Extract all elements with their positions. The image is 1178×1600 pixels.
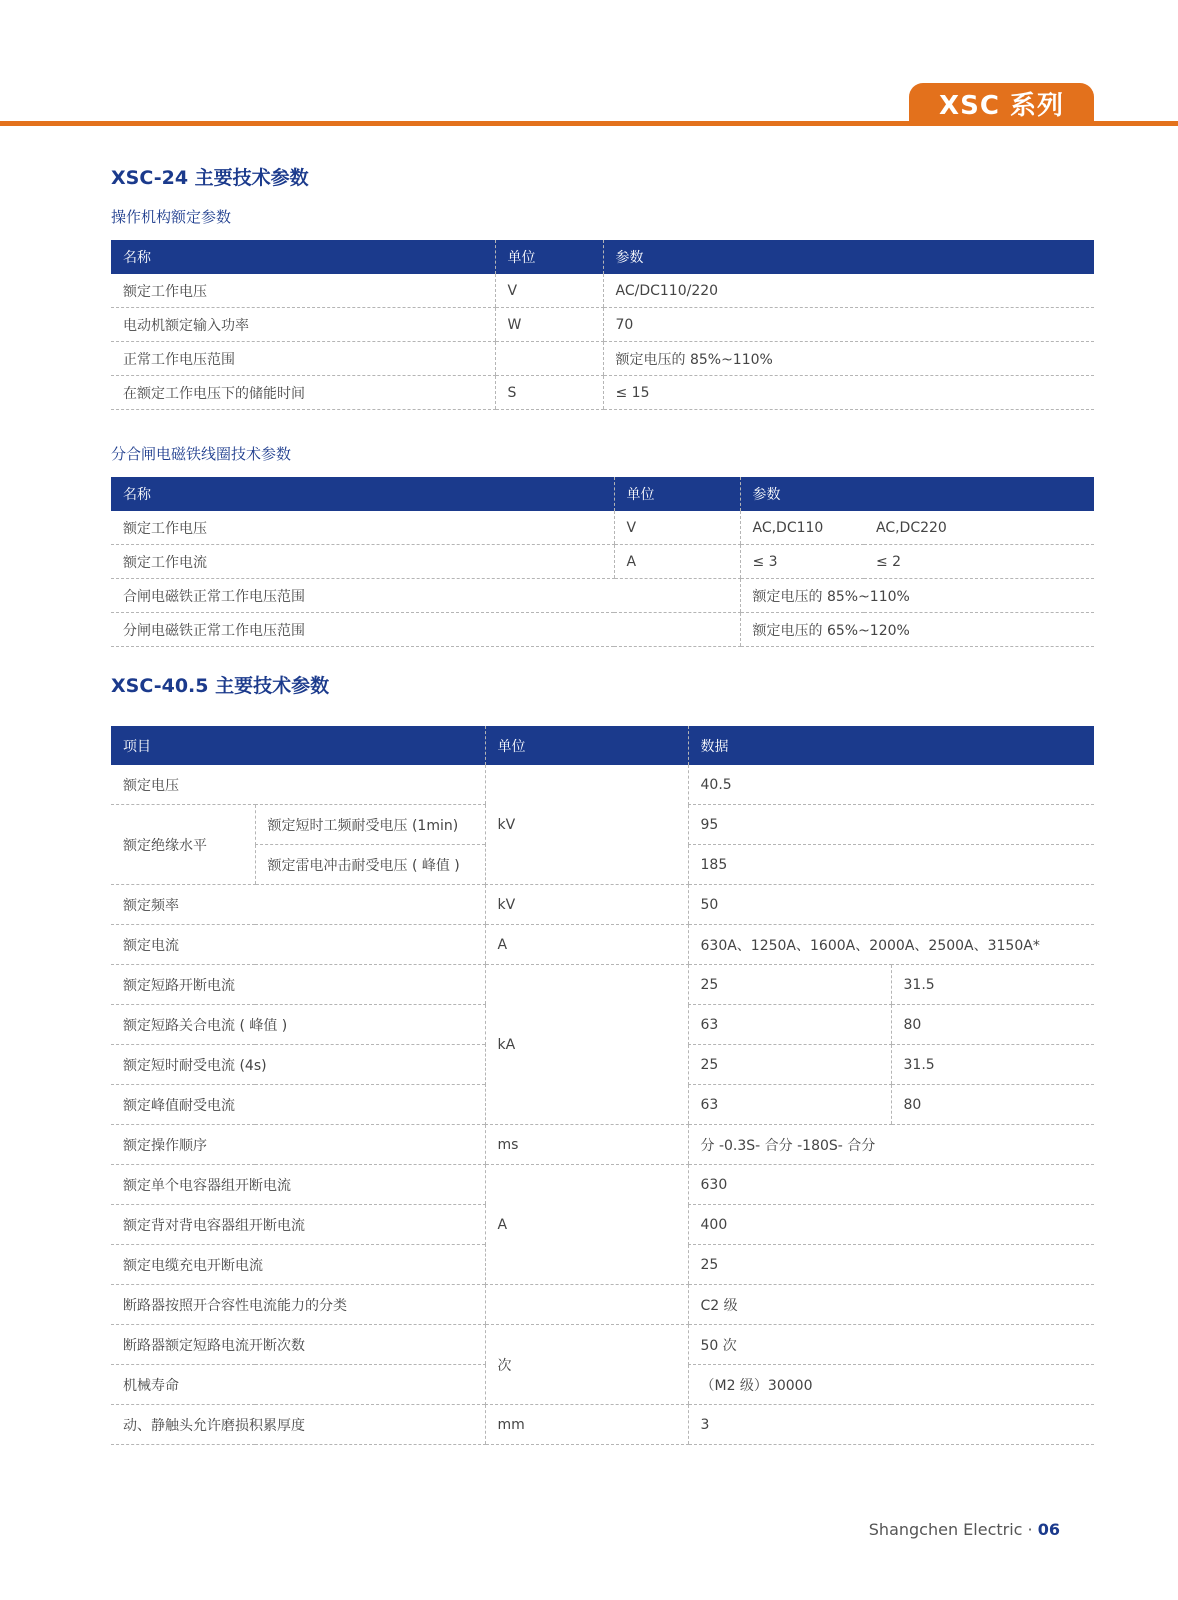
table-row xyxy=(111,1125,1094,1165)
cell-value: 额定电压的 85%~110% xyxy=(740,579,1094,613)
table-header-row xyxy=(111,240,1094,274)
cell-value: 80 xyxy=(891,1085,1094,1125)
cell-unit: V xyxy=(614,511,740,545)
cell-unit: A xyxy=(485,925,688,965)
cell-item: 额定操作顺序 xyxy=(111,1125,485,1165)
cell-unit: kA xyxy=(485,965,688,1125)
cell-item: 额定峰值耐受电流 xyxy=(111,1085,485,1125)
table-row xyxy=(111,579,1094,613)
cell-unit: A xyxy=(614,545,740,579)
cell-value: ≤ 2 xyxy=(864,545,1094,579)
cell-unit: kV xyxy=(485,765,688,885)
cell-unit: mm xyxy=(485,1405,688,1445)
cell-item: 额定短时耐受电流 (4s) xyxy=(111,1045,485,1085)
cell-item: 额定绝缘水平 xyxy=(111,805,255,885)
cell-value: 额定电压的 85%~110% xyxy=(603,342,1094,376)
cell-unit: S xyxy=(495,376,603,410)
cell-value: 630 xyxy=(688,1165,1094,1205)
table-row xyxy=(111,1405,1094,1445)
header-cell: 名称 xyxy=(111,240,495,274)
header-cell: 单位 xyxy=(485,726,688,765)
cell-name: 额定工作电流 xyxy=(111,545,614,579)
cell-unit: ms xyxy=(485,1125,688,1165)
cell-item: 机械寿命 xyxy=(111,1365,485,1405)
cell-value: AC/DC110/220 xyxy=(603,274,1094,308)
cell-name: 分闸电磁铁正常工作电压范围 xyxy=(111,613,740,647)
table-row xyxy=(111,274,1094,308)
cell-item: 额定单个电容器组开断电流 xyxy=(111,1165,485,1205)
header-cell: 单位 xyxy=(495,240,603,274)
cell-value: 25 xyxy=(688,1245,1094,1285)
cell-unit: 次 xyxy=(485,1325,688,1405)
cell-unit xyxy=(495,342,603,376)
cell-value: 31.5 xyxy=(891,1045,1094,1085)
cell-value: 分 -0.3S- 合分 -180S- 合分 xyxy=(688,1125,1094,1165)
cell-name: 额定工作电压 xyxy=(111,274,495,308)
cell-value: 31.5 xyxy=(891,965,1094,1005)
cell-name: 在额定工作电压下的储能时间 xyxy=(111,376,495,410)
table-row xyxy=(111,1285,1094,1325)
cell-name: 正常工作电压范围 xyxy=(111,342,495,376)
cell-unit: kV xyxy=(485,885,688,925)
table-row xyxy=(111,965,1094,1005)
mechanism-params-table xyxy=(111,240,1094,410)
cell-subitem: 额定短时工频耐受电压 (1min) xyxy=(255,805,485,845)
cell-value: 63 xyxy=(688,1005,891,1045)
cell-value: 95 xyxy=(688,805,1094,845)
cell-subitem: 额定雷电冲击耐受电压 ( 峰值 ) xyxy=(255,845,485,885)
cell-item: 动、静触头允许磨损积累厚度 xyxy=(111,1405,485,1445)
cell-item: 额定电流 xyxy=(111,925,485,965)
cell-value: 3 xyxy=(688,1405,1094,1445)
table-row xyxy=(111,1325,1094,1365)
cell-item: 额定短路关合电流 ( 峰值 ) xyxy=(111,1005,485,1045)
series-label: XSC 系列 xyxy=(939,91,1064,121)
series-tab xyxy=(909,83,1094,124)
table-row xyxy=(111,885,1094,925)
table-caption-coil: 分合闸电磁铁线圈技术参数 xyxy=(111,445,292,463)
cell-value: 63 xyxy=(688,1085,891,1125)
page-number: 06 xyxy=(1037,1520,1060,1539)
cell-value: 400 xyxy=(688,1205,1094,1245)
cell-item: 额定背对背电容器组开断电流 xyxy=(111,1205,485,1245)
cell-value: C2 级 xyxy=(688,1285,1094,1325)
cell-unit: V xyxy=(495,274,603,308)
table-row xyxy=(111,511,1094,545)
xsc40-params-table xyxy=(111,726,1094,1445)
table-row xyxy=(111,613,1094,647)
header-cell: 参数 xyxy=(603,240,1094,274)
cell-value: 额定电压的 65%~120% xyxy=(740,613,1094,647)
cell-name: 额定工作电压 xyxy=(111,511,614,545)
cell-value: 25 xyxy=(688,965,891,1005)
cell-value: ≤ 3 xyxy=(740,545,864,579)
cell-unit: W xyxy=(495,308,603,342)
table-row xyxy=(111,342,1094,376)
cell-item: 额定电缆充电开断电流 xyxy=(111,1245,485,1285)
cell-value: 185 xyxy=(688,845,1094,885)
header-cell: 参数 xyxy=(740,477,1094,511)
cell-value: 50 xyxy=(688,885,1094,925)
cell-value: 50 次 xyxy=(688,1325,1094,1365)
section-title-xsc24: XSC-24 主要技术参数 xyxy=(111,167,309,189)
table-header-row xyxy=(111,726,1094,765)
cell-value: 80 xyxy=(891,1005,1094,1045)
cell-unit xyxy=(485,1285,688,1325)
header-cell: 名称 xyxy=(111,477,614,511)
cell-value: AC,DC110 xyxy=(740,511,864,545)
cell-value: 70 xyxy=(603,308,1094,342)
table-row xyxy=(111,376,1094,410)
page-footer xyxy=(869,1520,1060,1539)
table-row xyxy=(111,1165,1094,1205)
cell-value: ≤ 15 xyxy=(603,376,1094,410)
cell-item: 额定电压 xyxy=(111,765,485,805)
cell-value: 25 xyxy=(688,1045,891,1085)
cell-unit: A xyxy=(485,1165,688,1285)
cell-item: 断路器额定短路电流开断次数 xyxy=(111,1325,485,1365)
cell-item: 断路器按照开合容性电流能力的分类 xyxy=(111,1285,485,1325)
table-row xyxy=(111,308,1094,342)
cell-item: 额定短路开断电流 xyxy=(111,965,485,1005)
table-row xyxy=(111,765,1094,805)
cell-value: 630A、1250A、1600A、2000A、2500A、3150A* xyxy=(688,925,1094,965)
cell-value: （M2 级）30000 xyxy=(688,1365,1094,1405)
cell-value: AC,DC220 xyxy=(864,511,1094,545)
header-cell: 项目 xyxy=(111,726,485,765)
cell-name: 合闸电磁铁正常工作电压范围 xyxy=(111,579,740,613)
section-title-xsc40: XSC-40.5 主要技术参数 xyxy=(111,675,330,697)
cell-name: 电动机额定输入功率 xyxy=(111,308,495,342)
cell-value: 40.5 xyxy=(688,765,1094,805)
header-cell: 数据 xyxy=(688,726,1094,765)
table-caption-mechanism: 操作机构额定参数 xyxy=(111,208,232,226)
header-cell: 单位 xyxy=(614,477,740,511)
footer-company: Shangchen Electric · xyxy=(868,1520,1033,1539)
coil-params-table xyxy=(111,477,1094,647)
table-row xyxy=(111,545,1094,579)
table-header-row xyxy=(111,477,1094,511)
table-row xyxy=(111,925,1094,965)
cell-item: 额定频率 xyxy=(111,885,485,925)
